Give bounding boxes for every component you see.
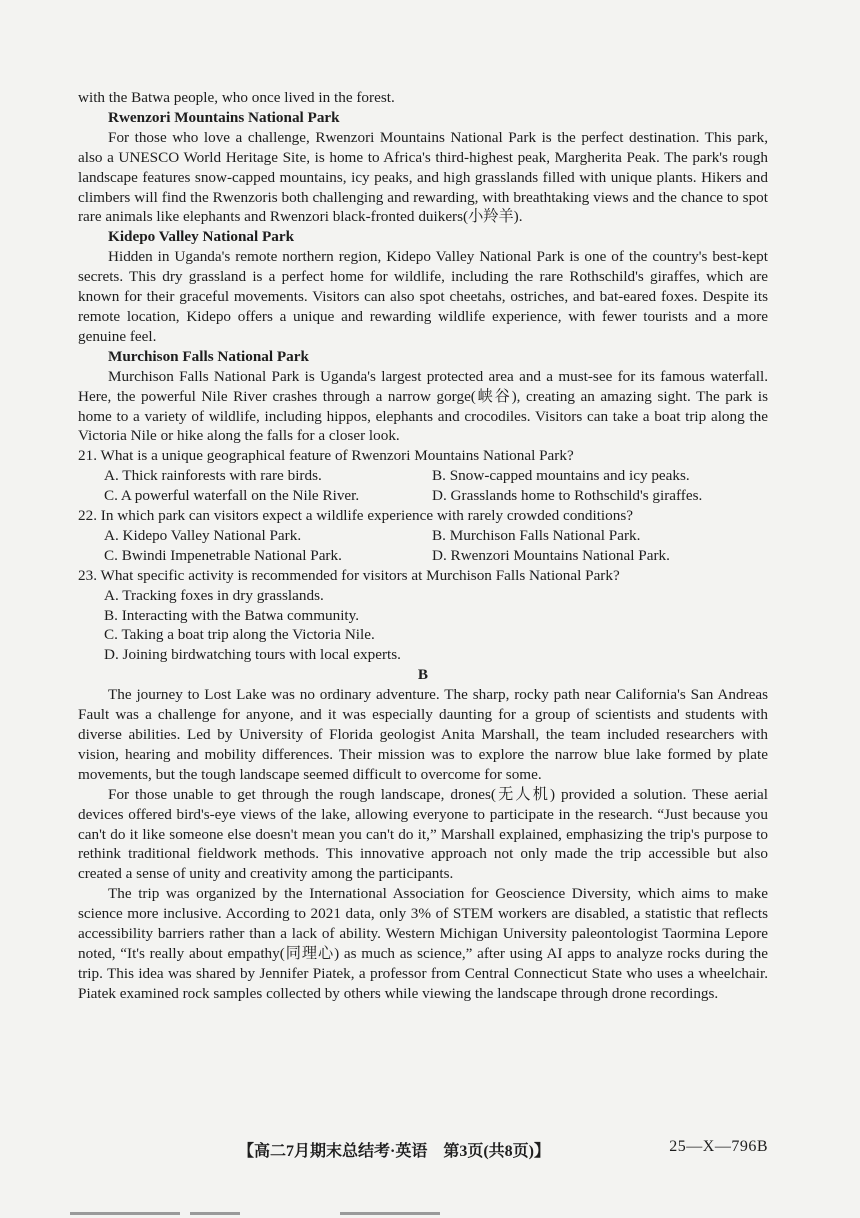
intro-tail: with the Batwa people, who once lived in the forest.	[78, 89, 395, 106]
q21-option-c: C. A powerful waterfall on the Nile River.	[104, 487, 360, 505]
q22-option-c: C. Bwindi Impenetrable National Park.	[104, 546, 342, 564]
q21-options-row2	[78, 486, 768, 506]
murchison-heading: Murchison Falls National Park	[108, 347, 309, 365]
q23-option-b: B. Interacting with the Batwa community.	[104, 606, 360, 624]
section-b-heading: B	[417, 666, 429, 684]
scan-edge-mark	[190, 1212, 240, 1215]
question-22: 22. In which park can visitors expect a wildlife experience with rarely crowded conditions?	[78, 507, 633, 525]
exam-page	[78, 88, 768, 1004]
kidepo-heading: Kidepo Valley National Park	[108, 228, 295, 246]
q21-option-b: B. Snow-capped mountains and icy peaks.	[432, 467, 690, 485]
q22-option-b: B. Murchison Falls National Park.	[432, 526, 641, 544]
passage-b-paragraph-2: For those unable to get through the rough landscape, drones(无人机) provided a solution. These aerial devices offered bird's-eye views of the lake, allowing everyone to participate in the research. “Just because you can't do it like someone else doesn't mean you can't do it,” Marshall explained, emphasizing the trip's purpose to rethink traditional fieldwork methods. This innovative approach not only made the trip accessible but also created a sense of unity and creativity among the participants.	[78, 785, 768, 883]
q22-option-d: D. Rwenzori Mountains National Park.	[432, 546, 670, 564]
q22-option-a: A. Kidepo Valley National Park.	[104, 526, 302, 544]
kidepo-paragraph: Hidden in Uganda's remote northern region, Kidepo Valley National Park is one of the country's best-kept secrets. This dry grassland is a perfect home for wildlife, including the rare Rothschild's giraffes, which are known for their graceful movements. Visitors can also spot cheetahs, ostriches, and bat-eared foxes. Despite its remote location, Kidepo offers a unique and rewarding wildlife experience, with fewer tourists and a more genuine feel.	[78, 248, 768, 345]
q22-options-row1	[78, 526, 768, 546]
q21-options-row1	[78, 466, 768, 486]
question-21: 21. What is a unique geographical feature of Rwenzori Mountains National Park?	[78, 447, 574, 465]
q23-option-a: A. Tracking foxes in dry grasslands.	[104, 586, 324, 604]
q21-option-a: A. Thick rainforests with rare birds.	[104, 467, 322, 485]
passage-b-paragraph-3: The trip was organized by the International Association for Geoscience Diversity, which aims to make science more inclusive. According to 2021 data, only 3% of STEM workers are disabled, a statistic that reflects accessibility barriers rather than a lack of ability. Western Michigan University paleontologist Taormina Lepore noted, “It's really about empathy(同理心) as much as science,” after using AI apps to analyze rocks during the trip. This idea was shared by Jennifer Piatek, a professor from Central Connecticut State who uses a wheelchair. Piatek examined rock samples collected by others while viewing the landscape through drone recordings.	[78, 885, 768, 1002]
scan-edge-mark	[70, 1212, 180, 1215]
q23-option-d: D. Joining birdwatching tours with local experts.	[104, 646, 401, 664]
scan-edge-mark	[340, 1212, 440, 1215]
passage-b-paragraph-1: The journey to Lost Lake was no ordinary adventure. The sharp, rocky path near California's San Andreas Fault was a challenge for anyone, and it was especially daunting for a group of scientists and students with diverse abilities. Led by University of Florida geologist Anita Marshall, the team included researchers with vision, hearing and mobility differences. Their mission was to explore the narrow blue lake formed by plate movements, but the tough landscape seemed difficult to overcome for some.	[78, 686, 768, 783]
rwenzori-paragraph: For those who love a challenge, Rwenzori Mountains National Park is the perfect destination. This park, also a UNESCO World Heritage Site, is home to Africa's third-highest peak, Margherita Peak. The park's rough landscape features snow-capped mountains, icy peaks, and high grasslands filled with unique plants. Hikers and climbers will find the Rwenzoris both challenging and rewarding, with breathtaking views and the chance to spot rare animals like elephants and Rwenzori black-fronted duikers(小羚羊).	[78, 128, 768, 226]
footer-code: 25—X—796B	[669, 1138, 768, 1155]
rwenzori-heading: Rwenzori Mountains National Park	[108, 108, 340, 126]
q22-options-row2	[78, 546, 768, 566]
q21-option-d: D. Grasslands home to Rothschild's giraffes.	[432, 487, 703, 505]
question-23: 23. What specific activity is recommended for visitors at Murchison Falls National Park?	[78, 566, 620, 584]
page-footer	[78, 1138, 768, 1161]
q23-option-c: C. Taking a boat trip along the Victoria Nile.	[104, 626, 375, 644]
footer-title: 【高二7月期末总结考·英语 第3页(共8页)】	[238, 1143, 550, 1160]
murchison-paragraph: Murchison Falls National Park is Uganda's largest protected area and a must-see for its famous waterfall. Here, the powerful Nile River crashes through a narrow gorge(峡谷), creating an amazing sight. The park is home to a variety of wildlife, including hippos, elephants and crocodiles. Visitors can take a boat trip along the Victoria Nile or hike along the falls for a closer look.	[78, 367, 768, 445]
